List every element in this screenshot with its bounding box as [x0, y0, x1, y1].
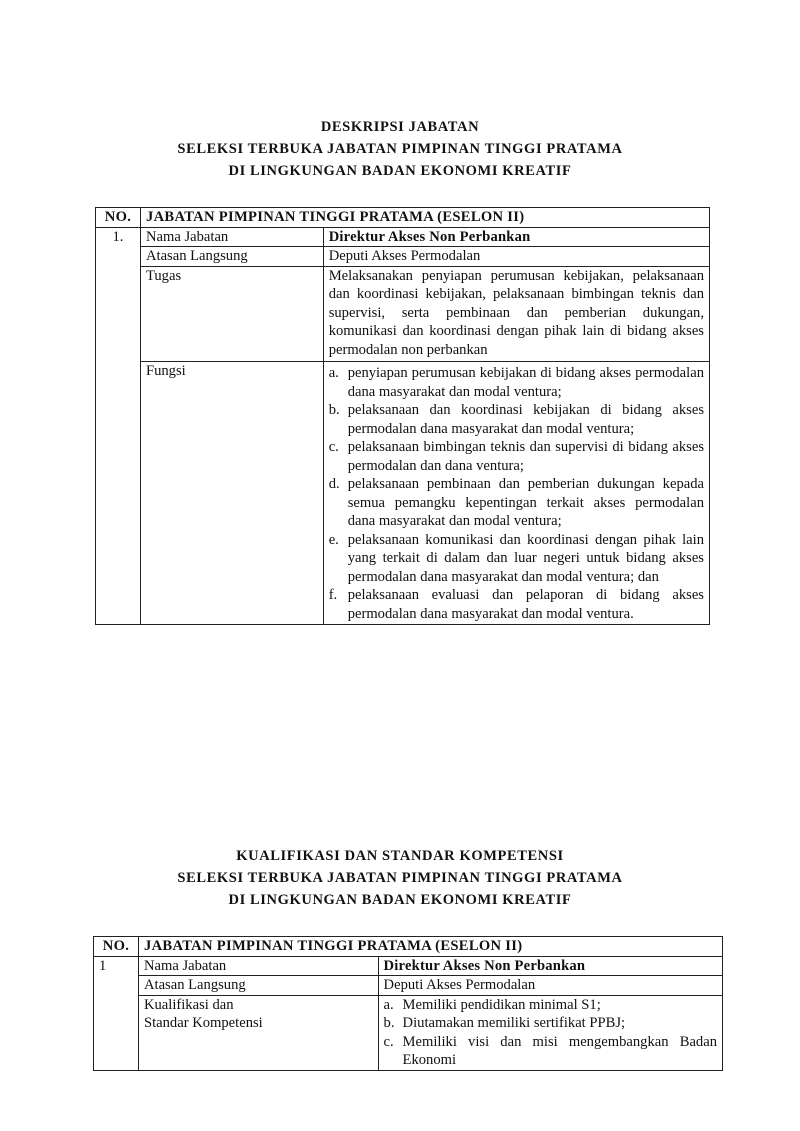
heading-line-3: DI LINGKUNGAN BADAN EKONOMI KREATIF — [228, 163, 572, 179]
table-row — [96, 227, 710, 247]
competency-table — [93, 936, 723, 1071]
kualifikasi-label-line-2: Standar Kompetensi — [143, 1015, 263, 1031]
col-no-header: NO. — [96, 208, 141, 228]
list-item — [329, 531, 704, 587]
col-title-header: JABATAN PIMPINAN TINGGI PRATAMA (ESELON II) — [138, 937, 722, 957]
list-text: penyiapan perumusan kebijakan di bidang akses permodalan dana masyarakat dan modal ventura; — [347, 365, 704, 400]
table-header-row — [96, 208, 710, 228]
nama-jabatan-label: Nama Jabatan — [138, 956, 378, 976]
table-row — [94, 995, 723, 1070]
competency-table-wrapper — [93, 936, 723, 1071]
list-marker: d. — [328, 476, 340, 492]
col-title-header: JABATAN PIMPINAN TINGGI PRATAMA (ESELON II) — [140, 208, 709, 228]
atasan-langsung-value: Deputi Akses Permodalan — [323, 247, 709, 267]
table-header-row — [94, 937, 723, 957]
list-marker: a. — [383, 996, 394, 1013]
heading-line-2: SELEKSI TERBUKA JABATAN PIMPINAN TINGGI PRATAMA — [177, 141, 623, 157]
row-number: 1 — [94, 956, 139, 1070]
list-marker: c. — [328, 439, 339, 455]
table-row — [96, 266, 710, 362]
heading-line-2: SELEKSI TERBUKA JABATAN PIMPINAN TINGGI PRATAMA — [177, 870, 623, 886]
list-text: pelaksanaan pembinaan dan pemberian dukungan kepada semua pemangku kepentingan terkait akses permodalan dana masyarakat dan modal ventura; — [347, 476, 704, 529]
table-row — [96, 247, 710, 267]
list-item — [329, 475, 704, 531]
fungsi-label: Fungsi — [140, 362, 323, 625]
list-marker: c. — [383, 1033, 394, 1050]
list-text: pelaksanaan evaluasi dan pelaporan di bidang akses permodalan dana masyarakat dan modal ventura. — [347, 587, 704, 622]
list-marker: f. — [328, 587, 338, 603]
heading-line-1: KUALIFIKASI DAN STANDAR KOMPETENSI — [236, 848, 564, 864]
nama-jabatan-value: Direktur Akses Non Perbankan — [378, 956, 722, 976]
list-text: Diutamakan memiliki sertifikat PPBJ; — [402, 1015, 626, 1031]
atasan-langsung-label: Atasan Langsung — [140, 247, 323, 267]
job-description-table-wrapper — [95, 207, 710, 625]
list-marker: a. — [328, 365, 339, 381]
table-row — [94, 976, 723, 996]
row-number: 1. — [96, 227, 141, 625]
list-item — [329, 401, 704, 438]
list-item — [329, 586, 704, 623]
list-text: pelaksanaan bimbingan teknis dan supervisi di bidang akses permodalan dan dana ventura; — [347, 439, 704, 474]
list-marker: b. — [383, 1015, 395, 1031]
job-description-heading — [0, 116, 800, 182]
heading-line-3: DI LINGKUNGAN BADAN EKONOMI KREATIF — [228, 892, 572, 908]
list-marker: b. — [328, 402, 340, 418]
list-item — [384, 1014, 717, 1033]
list-marker: e. — [328, 531, 339, 548]
nama-jabatan-label: Nama Jabatan — [140, 227, 323, 247]
nama-jabatan-value: Direktur Akses Non Perbankan — [323, 227, 709, 247]
fungsi-list — [329, 364, 704, 623]
job-description-table — [95, 207, 710, 625]
heading-line-1: DESKRIPSI JABATAN — [320, 119, 480, 135]
kualifikasi-label — [138, 995, 378, 1070]
list-item — [329, 364, 704, 401]
list-text: Memiliki pendidikan minimal S1; — [402, 996, 601, 1013]
list-item — [384, 1033, 717, 1070]
atasan-langsung-value: Deputi Akses Permodalan — [378, 976, 722, 996]
table-row — [96, 362, 710, 625]
competency-heading — [0, 845, 800, 911]
tugas-label: Tugas — [140, 266, 323, 362]
kualifikasi-value — [378, 995, 722, 1070]
fungsi-value — [323, 362, 709, 625]
list-item — [384, 996, 717, 1015]
kualifikasi-label-line-1: Kualifikasi dan — [143, 996, 234, 1013]
list-text: pelaksanaan dan koordinasi kebijakan di bidang akses permodalan dana masyarakat dan modal ventura; — [347, 402, 704, 437]
kualifikasi-list — [384, 996, 717, 1070]
col-no-header: NO. — [94, 937, 139, 957]
tugas-value: Melaksanakan penyiapan perumusan kebijakan, pelaksanaan dan koordinasi kebijakan, pelaksanaan bimbingan teknis dan supervisi, serta pembinaan dan pemberian dukungan, komunikasi dan koordinasi dengan pihak lain di bidang akses permodalan non perbankan — [323, 266, 709, 362]
list-text: Memiliki visi dan misi mengembangkan Badan Ekonomi — [402, 1033, 717, 1068]
list-text: pelaksanaan komunikasi dan koordinasi dengan pihak lain yang terkait di dalam dan luar negeri untuk bidang akses permodalan dana masyarakat dan modal ventura; dan — [347, 531, 704, 585]
table-row — [94, 956, 723, 976]
atasan-langsung-label: Atasan Langsung — [138, 976, 378, 996]
list-item — [329, 438, 704, 475]
